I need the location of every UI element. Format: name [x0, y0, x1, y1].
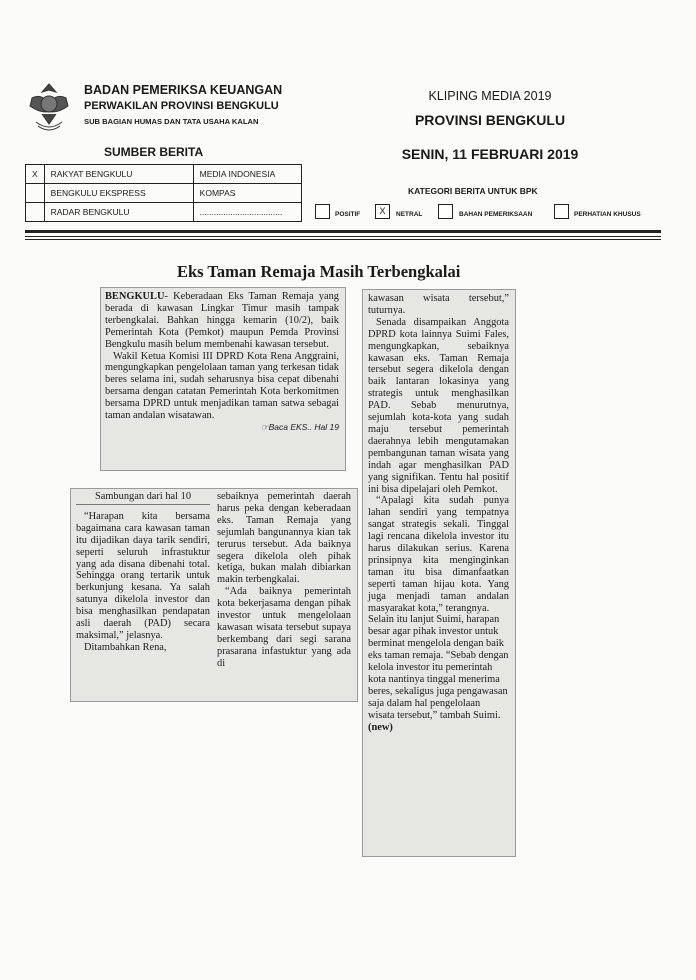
lead-dateline: BENGKULU [105, 291, 165, 302]
header-divider-thin [25, 236, 661, 237]
article-headline: Eks Taman Remaja Masih Terbengkalai [177, 262, 461, 281]
category-checkbox-positif [315, 204, 330, 219]
source-row [26, 203, 302, 222]
right-column [368, 293, 509, 734]
header-divider-thick [25, 230, 661, 233]
sambungan-col1 [76, 491, 210, 654]
sambungan-label: Sambungan dari hal 10 [76, 491, 210, 505]
col1-paragraph: Ditambahkan Rena, [84, 641, 167, 653]
source-mark: X [26, 165, 45, 184]
source-left: BENGKULU EKSPRESS [44, 184, 193, 203]
col2-paragraph: “Ada baiknya pemerintah kota bekerjasama dengan pihak investor untuk mengelolaan kawasan wisata tersebut supaya berkembang dari segi sarana prasarana infastuktur yang ada di [217, 586, 351, 669]
category-label-perhatian-khusus: PERHATIAN KHUSUS [574, 211, 641, 218]
category-checkbox-netral: X [375, 204, 390, 219]
lead-text [105, 291, 339, 434]
kliping-title: KLIPING MEDIA 2019 [428, 89, 552, 103]
source-right: ................................... [193, 203, 301, 222]
source-row [26, 184, 302, 203]
province-title: PROVINSI BENGKULU [414, 112, 566, 128]
source-right: MEDIA INDONESIA [193, 165, 301, 184]
category-checkbox-bahan-pemeriksaan [438, 204, 453, 219]
org-name-line1: BADAN PEMERIKSA KEUANGAN [84, 83, 283, 97]
date-title: SENIN, 11 FEBRUARI 2019 [401, 146, 579, 162]
col3-paragraph: Selain itu lanjut Suimi, harapan besar agar pihak investor untuk berminat mengelola dengan baik eks taman remaja. “Sebab dengan kelola investor itu pemerintah kota nantinya tinggal menerima beres, sekaligus juga pengawasan saja dalam hal pengelolaan wisata tersebut,” tambah Suimi. [368, 614, 509, 721]
lead-p1-text: - Keberadaan Eks Taman Remaja yang berada di kawasan Lingkar Timur masih tampak terbengkalai. Bahkan hingga kemarin (10/2), baik Pemerintah Kota (Pemkot) maupun Pemda Provinsi Bengkulu masih belum membenahi kawasan tersebut. [105, 291, 339, 350]
category-label-netral: NETRAL [396, 211, 423, 218]
category-checkbox-perhatian-khusus [554, 204, 569, 219]
col2-paragraph: sebaiknya pemerintah daerah harus peka dengan keberadaan eks. Taman Remaja yang sejumlah bangunannya kian tak terurus tersebut. Ada baiknya segera dikelola oleh pihak ketiga, bukan malah dibiarkan makin terbengkalai. [217, 491, 351, 586]
source-row [26, 165, 302, 184]
lead-paragraph-2: Wakil Ketua Komisi III DPRD Kota Rena Anggraini, mengungkapkan pengelolaan taman yang terkesan tidak beres selama ini, sudah seharusnya bisa cepat dibenahi bersama dengan catatan Pemerintah Kota berkomitmen bersama DPRD untuk menjadikan taman satwa sebagai taman andalan wisatawan. [105, 350, 339, 422]
source-left: RAKYAT BENGKULU [44, 165, 193, 184]
category-title: KATEGORI BERITA UNTUK BPK [408, 186, 538, 196]
lead-continued-link: ☞Baca EKS.. Hal 19 [260, 421, 339, 432]
col3-paragraph: kawasan wisata tersebut,” tuturnya. [368, 293, 509, 316]
col1-paragraph: “Harapan kita bersama bagaimana cara kawasan taman itu dijadikan daya tarik sendiri, seperti seluruh infrastuktur yang ada disana dibenahi total. Sehingga orang tertarik untuk berkunjung kesana. Ya salah satunya dikelola investor dan bisa menghasilkan pendapatan asli daerah (PAD) secara maksimal,” jelasnya. [76, 510, 210, 641]
org-name-line2: PERWAKILAN PROVINSI BENGKULU [84, 100, 279, 112]
col3-paragraph: “Apalagi kita sudah punya lahan sendiri yang tempatnya sangat strategis sekali. Tinggal lagi rencana dikelola investor itu harus dilakukan serius. Karena prinsipnya kita menginginkan taman itu bisa dimanfaatkan seperti taman hijau kota. Yang juga menjadi taman andalan masyarakat kota,” terangnya. [368, 495, 509, 614]
org-name-line3: SUB BAGIAN HUMAS DAN TATA USAHA KALAN [84, 117, 259, 126]
sources-title: SUMBER BERITA [104, 145, 204, 159]
bpk-logo-emblem [22, 78, 76, 134]
lead-paragraph-1 [105, 291, 339, 351]
source-mark [26, 184, 45, 203]
col3-paragraph: Senada disampaikan Anggota DPRD kota lainnya Suimi Fales, mengungkapkan, sebaiknya kawasan eks. Taman Remaja tersebut segera dikelola dengan baik lantaran lokasinya yang strategis untuk menghasilkan PAD. Sebab menurutnya, sejumlah kota-kota yang sudah maju tersebut pemerintah daerahnya lebih mengutamakan pembangunan taman wisata yang indah agar menghasilkan PAD yang signifikan. Tentu hal positif ini bisa dipelajari oleh Pemkot. [368, 316, 509, 495]
header-divider-thin2 [25, 239, 661, 240]
sambungan-col2 [217, 491, 351, 670]
sources-table [25, 164, 302, 222]
author-initials: (new) [368, 721, 393, 733]
category-label-positif: POSITIF [335, 211, 361, 218]
source-right: KOMPAS [193, 184, 301, 203]
source-left: RADAR BENGKULU [44, 203, 193, 222]
source-mark [26, 203, 45, 222]
category-label-bahan-pemeriksaan: BAHAN PEMERIKSAAN [459, 211, 533, 218]
